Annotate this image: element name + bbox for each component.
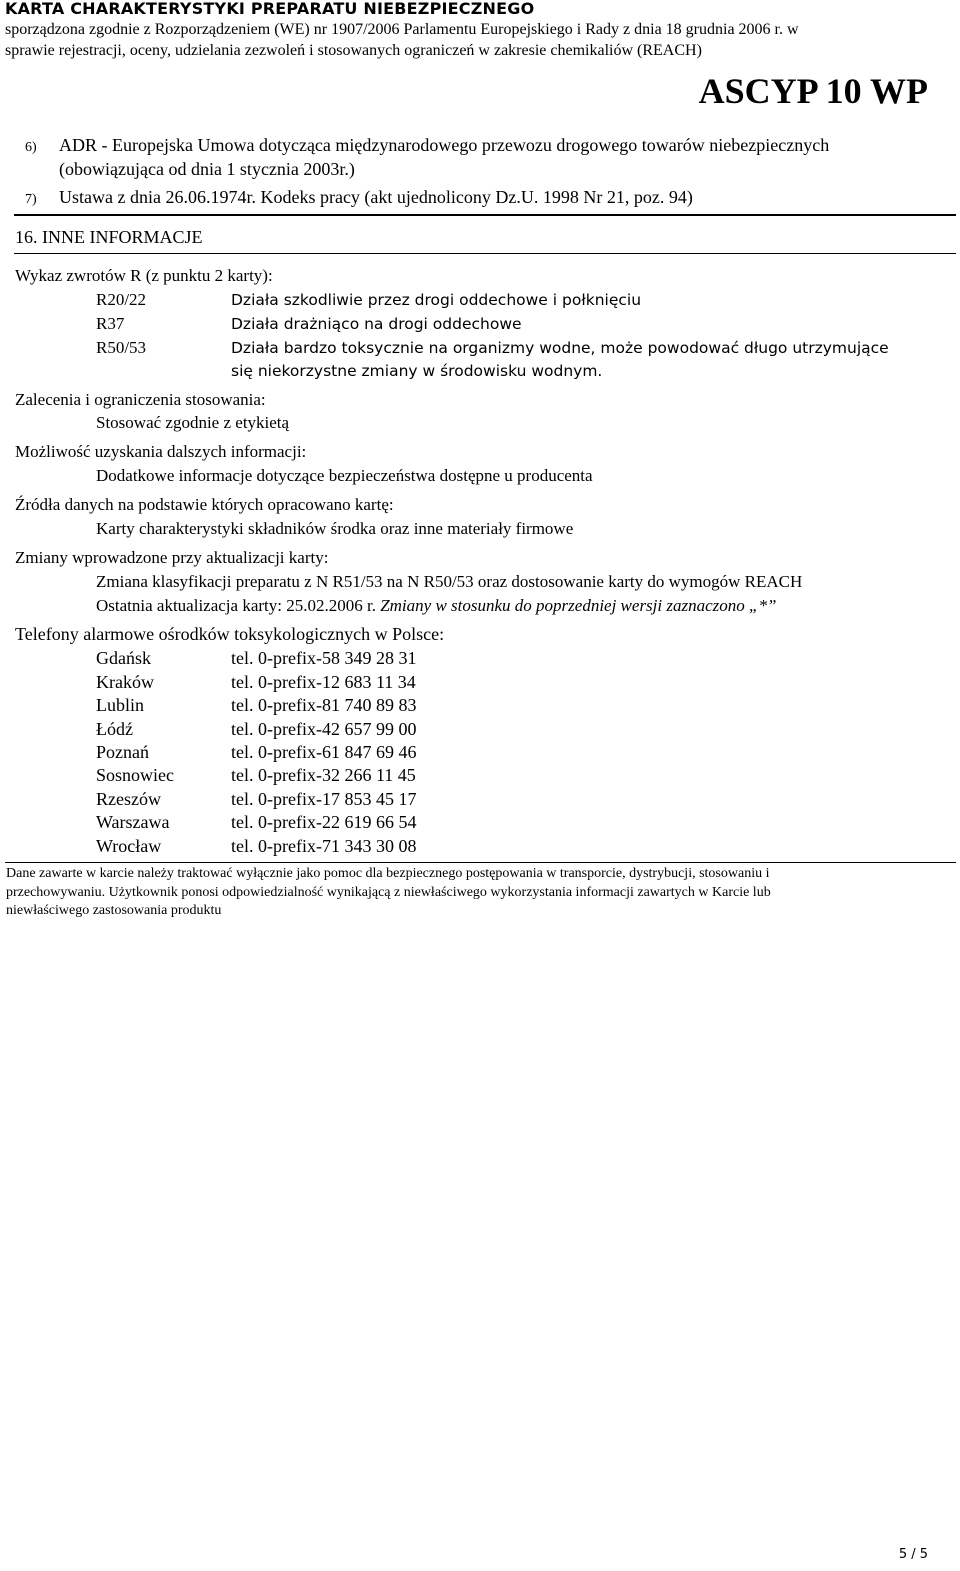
- sources-text: Karty charakterystyki składników środka oraz inne materiały firmowe: [96, 519, 574, 538]
- r-phrase-text: Działa bardzo toksycznie na organizmy wodne, może powodować długo utrzymujące: [231, 339, 889, 357]
- r-phrase-text: Działa drażniąco na drogi oddechowe: [231, 315, 522, 333]
- reference-number: 6): [25, 140, 37, 155]
- disclaimer-line: Dane zawarte w karcie należy traktować wyłącznie jako pomoc dla bezpiecznego postępowania w transporcie, dystrybucji, stosowaniu i: [6, 866, 770, 881]
- phone-number: tel. 0-prefix-42 657 99 00: [231, 719, 417, 739]
- reference-number: 7): [25, 192, 37, 207]
- phone-city: Gdańsk: [96, 648, 151, 668]
- r-phrase-text: Działa szkodliwie przez drogi oddechowe i połknięciu: [231, 291, 642, 309]
- regulation-line-1: sporządzona zgodnie z Rozporządzeniem (WE) nr 1907/2006 Parlamentu Europejskiego i Rady z dnia 18 grudnia 2006 r. w: [5, 21, 799, 38]
- reference-text: Ustawa z dnia 26.06.1974r. Kodeks pracy (akt ujednolicony Dz.U. 1998 Nr 21, poz. 94): [59, 187, 693, 207]
- phone-number: tel. 0-prefix-32 266 11 45: [231, 765, 416, 785]
- reference-item: [25, 135, 829, 156]
- further-info-text: Dodatkowe informacje dotyczące bezpieczeństwa dostępne u producenta: [96, 466, 593, 485]
- section-title: 16. INNE INFORMACJE: [15, 227, 203, 247]
- last-update-date: Ostatnia aktualizacja karty: 25.02.2006 r.: [96, 596, 376, 615]
- recommendations-heading: Zalecenia i ograniczenia stosowania:: [15, 390, 266, 409]
- last-update-note: Zmiany w stosunku do poprzedniej wersji zaznaczono „*”: [380, 596, 777, 615]
- phones-heading: Telefony alarmowe ośrodków toksykologicznych w Polsce:: [15, 624, 445, 644]
- phone-city: Lublin: [96, 695, 144, 715]
- r-phrase-code: R20/22: [96, 290, 147, 309]
- r-phrase-code: R50/53: [96, 338, 147, 357]
- disclaimer-line: niewłaściwego zastosowania produktu: [6, 903, 222, 918]
- sources-heading: Źródła danych na podstawie których opracowano kartę:: [15, 495, 394, 514]
- phone-number: tel. 0-prefix-12 683 11 34: [231, 672, 416, 692]
- reference-text: ADR - Europejska Umowa dotycząca międzynarodowego przewozu drogowego towarów niebezpiecznych: [59, 135, 830, 155]
- section-divider: [14, 253, 956, 254]
- phone-city: Kraków: [96, 672, 154, 692]
- product-name: ASCYP 10 WP: [698, 71, 928, 111]
- phone-city: Łódź: [96, 719, 133, 739]
- disclaimer-line: przechowywaniu. Użytkownik ponosi odpowiedzialność wynikającą z niewłaściwego wykorzystania informacji zawartych w Karcie lub: [6, 885, 771, 900]
- r-phrase-text-continued: się niekorzystne zmiany w środowisku wodnym.: [231, 362, 603, 380]
- phone-city: Sosnowiec: [96, 765, 174, 785]
- document-title: KARTA CHARAKTERYSTYKI PREPARATU NIEBEZPIECZNEGO: [5, 0, 535, 18]
- last-update: [96, 596, 776, 616]
- footer-divider: [5, 862, 956, 863]
- changes-text: Zmiana klasyfikacji preparatu z N R51/53 na N R50/53 oraz dostosowanie karty do wymogów REACH: [96, 572, 803, 591]
- phone-number: tel. 0-prefix-22 619 66 54: [231, 812, 417, 832]
- r-phrases-heading: Wykaz zwrotów R (z punktu 2 karty):: [15, 266, 273, 285]
- r-phrase-code: R37: [96, 314, 125, 333]
- phone-city: Poznań: [96, 742, 149, 762]
- phone-number: tel. 0-prefix-61 847 69 46: [231, 742, 417, 762]
- phone-number: tel. 0-prefix-58 349 28 31: [231, 648, 417, 668]
- reference-item: [25, 187, 693, 208]
- section-divider: [14, 214, 956, 216]
- phone-city: Warszawa: [96, 812, 170, 832]
- phone-city: Rzeszów: [96, 789, 161, 809]
- phone-number: tel. 0-prefix-71 343 30 08: [231, 836, 417, 856]
- changes-heading: Zmiany wprowadzone przy aktualizacji karty:: [15, 548, 329, 567]
- reference-text-continued: (obowiązująca od dnia 1 stycznia 2003r.): [59, 159, 355, 179]
- recommendations-text: Stosować zgodnie z etykietą: [96, 413, 290, 432]
- phone-number: tel. 0-prefix-17 853 45 17: [231, 789, 417, 809]
- phone-number: tel. 0-prefix-81 740 89 83: [231, 695, 417, 715]
- regulation-line-2: sprawie rejestracji, oceny, udzielania zezwoleń i stosowanych ograniczeń w zakresie chemikaliów (REACH): [5, 42, 702, 59]
- phone-city: Wrocław: [96, 836, 162, 856]
- further-info-heading: Możliwość uzyskania dalszych informacji:: [15, 442, 307, 461]
- page-number: 5 / 5: [898, 1547, 928, 1562]
